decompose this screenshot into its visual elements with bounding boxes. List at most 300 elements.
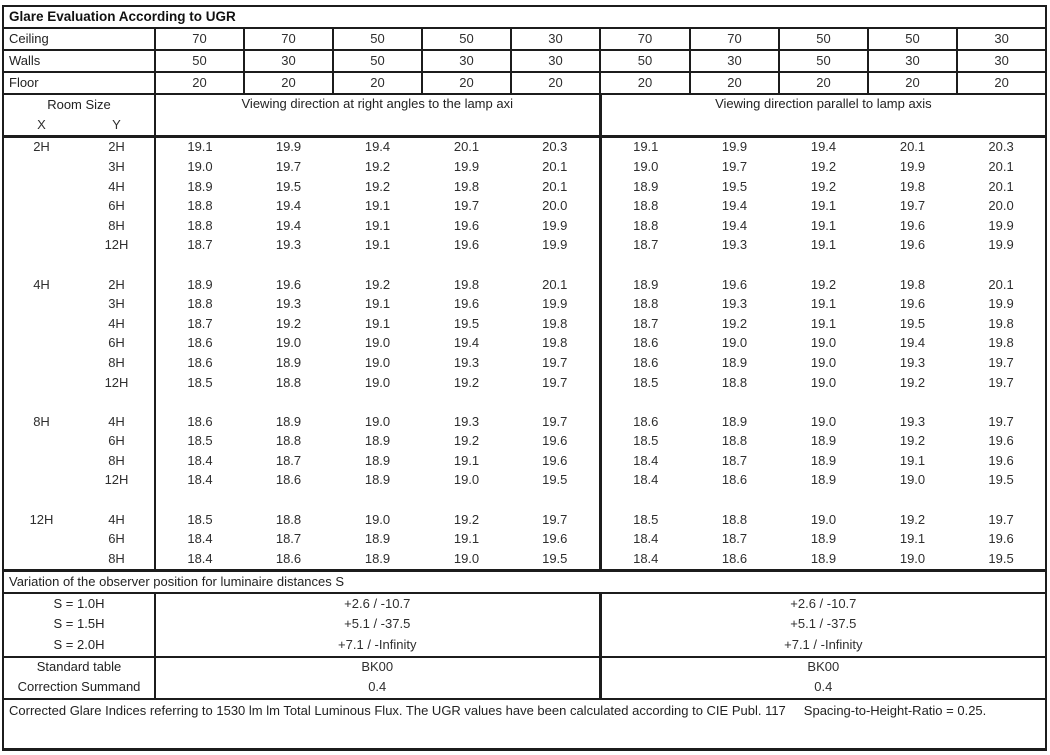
summary-row (3, 678, 1046, 699)
spacer-row (3, 393, 1046, 413)
surface-value-cell: 20 (690, 72, 779, 94)
ugr-value-cell-left: 20.0 (542, 198, 568, 214)
ugr-value-cell-right: 19.7 (988, 374, 1014, 390)
spacer-cell (600, 393, 1046, 413)
ugr-value-cell-right: 19.9 (988, 217, 1014, 233)
title-row (3, 6, 1046, 28)
variation-value-right: +7.1 / -Infinity (600, 635, 1046, 657)
ugr-row (3, 197, 1046, 217)
surface-value-cell: 30 (511, 50, 600, 72)
ugr-value-cell-right: 20.3 (988, 139, 1014, 155)
ugr-row (3, 275, 1046, 295)
ugr-value-cell-right: 19.6 (988, 452, 1014, 468)
room-x-cell: 8H (33, 413, 50, 429)
ugr-value-cell-left: 19.7 (453, 198, 480, 214)
surface-value-cell: 70 (155, 28, 244, 50)
ugr-value-cell-right: 19.1 (810, 217, 837, 233)
ugr-value-cell-left: 18.9 (364, 452, 391, 468)
ugr-value-cell-left: 20.3 (542, 139, 568, 155)
ugr-row (3, 295, 1046, 315)
ugr-value-cell-right: 18.8 (600, 216, 690, 236)
variation-row-label: S = 1.5H (53, 616, 105, 632)
ugr-value-cell-left: 19.4 (275, 217, 302, 233)
room-x-cell (3, 216, 79, 236)
room-y-cell: 8H (108, 452, 125, 468)
room-x-cell: 12H (29, 511, 54, 527)
ugr-value-cell-right: 18.4 (600, 530, 690, 550)
ugr-value-cell-right: 18.9 (810, 531, 837, 547)
ugr-value-cell-right: 18.9 (600, 177, 690, 197)
ugr-value-cell-right: 19.9 (721, 139, 748, 155)
ugr-value-cell-right: 19.0 (810, 335, 837, 351)
variation-heading-section (3, 571, 1046, 594)
ugr-value-cell-left: 19.8 (542, 315, 568, 331)
variation-row-label: S = 2.0H (3, 635, 155, 657)
ugr-value-cell-right: 19.7 (988, 511, 1014, 527)
surface-value-cell: 20 (868, 72, 957, 94)
summary-row (3, 657, 1046, 678)
ugr-row (3, 137, 1046, 158)
room-y-cell: 6H (108, 433, 125, 449)
ugr-value-cell-right: 19.6 (899, 237, 926, 253)
ugr-value-cell-left: 18.6 (155, 334, 244, 354)
ugr-value-cell-right: 18.6 (600, 334, 690, 354)
room-x-cell (3, 432, 79, 452)
ugr-value-cell-left: 19.9 (542, 237, 568, 253)
ugr-value-cell-left: 19.6 (453, 237, 480, 253)
room-x-cell: 2H (33, 139, 50, 155)
ugr-value-cell-left: 19.6 (453, 217, 480, 233)
ugr-value-cell-right: 19.0 (899, 550, 926, 566)
surface-row-label: Walls (3, 50, 155, 72)
variation-value-left: +2.6 / -10.7 (155, 593, 600, 615)
ugr-value-cell-left: 18.7 (155, 314, 244, 334)
ugr-value-cell-left: 19.1 (364, 217, 391, 233)
variation-value-left: +5.1 / -37.5 (155, 615, 600, 636)
surface-value-cell: 20 (422, 72, 511, 94)
ugr-value-cell-right: 19.4 (899, 335, 926, 351)
ugr-value-cell-left: 19.0 (364, 413, 391, 429)
room-y-cell: 2H (108, 139, 125, 155)
ugr-value-cell-right: 19.3 (899, 354, 926, 370)
footer-note-text: Corrected Glare Indices referring to 1530 lm lm Total Luminous Flux. The UGR values have been calculated according to CIE Publ. 117 (9, 702, 786, 718)
room-x-cell (3, 158, 79, 178)
observer-variation-section (3, 593, 1046, 657)
ugr-value-cell-right: 19.9 (988, 237, 1014, 253)
spacer-row (3, 491, 1046, 511)
variation-row (3, 593, 1046, 615)
surface-value-cell: 30 (957, 28, 1046, 50)
room-y-cell: 12H (104, 374, 129, 390)
ugr-value-cell-left: 19.4 (453, 335, 480, 351)
ugr-value-cell-left: 19.3 (275, 237, 302, 253)
ugr-value-cell-left: 19.2 (275, 315, 302, 331)
ugr-value-cell-right: 19.1 (899, 531, 926, 547)
room-x-cell (3, 549, 79, 570)
ugr-value-cell-right: 19.0 (810, 374, 837, 390)
ugr-value-cell-left: 18.9 (364, 550, 391, 566)
ugr-value-cell-left: 18.6 (155, 354, 244, 374)
room-y-cell: 4H (108, 511, 125, 527)
ugr-value-cell-right: 19.5 (988, 550, 1014, 566)
ugr-value-cell-left: 18.7 (275, 452, 302, 468)
room-y-cell: 12H (104, 472, 129, 488)
ugr-value-cell-left: 18.8 (155, 295, 244, 315)
ugr-value-cell-right: 18.7 (600, 236, 690, 256)
ugr-value-cell-left: 19.7 (542, 374, 568, 390)
ugr-value-cell-right: 19.0 (810, 413, 837, 429)
ugr-value-cell-right: 19.1 (600, 137, 690, 158)
ugr-value-cell-right: 19.0 (899, 472, 926, 488)
ugr-value-cell-right: 19.0 (600, 158, 690, 178)
ugr-row (3, 412, 1046, 432)
ugr-value-cell-left: 20.1 (453, 139, 480, 155)
surface-value-cell: 50 (155, 50, 244, 72)
surface-value-cell: 20 (333, 72, 422, 94)
room-x-cell (3, 373, 79, 393)
ugr-value-cell-left: 18.7 (155, 236, 244, 256)
ugr-value-cell-right: 18.8 (721, 374, 748, 390)
ugr-value-cell-right: 18.9 (721, 354, 748, 370)
ugr-value-cell-left: 18.4 (155, 530, 244, 550)
room-x-cell: 4H (33, 276, 50, 292)
ugr-value-cell-left: 18.8 (275, 433, 302, 449)
ugr-value-cell-left: 18.8 (275, 511, 302, 527)
ugr-value-cell-right: 19.0 (810, 511, 837, 527)
ugr-value-cell-right: 19.6 (899, 296, 926, 312)
ugr-value-cell-left: 19.2 (364, 158, 391, 174)
surface-value-cell: 50 (333, 50, 422, 72)
ugr-values-section (3, 137, 1046, 571)
summary-value-right: BK00 (600, 657, 1046, 678)
ugr-value-cell-right: 19.6 (721, 276, 748, 292)
ugr-row (3, 432, 1046, 452)
spacer-row (3, 256, 1046, 276)
ugr-value-cell-right: 19.6 (988, 433, 1014, 449)
ugr-value-cell-left: 19.0 (364, 354, 391, 370)
footer-row (3, 699, 1046, 750)
ugr-value-cell-left: 19.1 (364, 237, 391, 253)
x-axis-label: X (3, 115, 79, 137)
ugr-value-cell-left: 18.8 (275, 374, 302, 390)
spacer-cell (3, 393, 155, 413)
ugr-value-cell-left: 18.8 (155, 216, 244, 236)
surface-value-cell: 20 (957, 72, 1046, 94)
ugr-value-cell-left: 19.8 (542, 335, 568, 351)
ugr-value-cell-left: 19.5 (542, 550, 568, 566)
ugr-value-cell-right: 19.5 (721, 178, 748, 194)
ugr-value-cell-left: 19.9 (542, 217, 568, 233)
ugr-value-cell-right: 18.5 (600, 373, 690, 393)
ugr-value-cell-left: 20.1 (542, 276, 568, 292)
spacer-cell (3, 256, 155, 276)
surface-value-cell: 50 (868, 28, 957, 50)
column-header-section (3, 94, 1046, 137)
room-y-cell: 8H (108, 550, 125, 566)
variation-heading: Variation of the observer position for luminaire distances S (3, 571, 1046, 594)
ugr-value-cell-left: 19.1 (155, 137, 244, 158)
ugr-value-cell-left: 20.1 (542, 178, 568, 194)
summary-row-label: Correction Summand (3, 678, 155, 699)
ugr-value-cell-left: 18.9 (364, 531, 391, 547)
ugr-row (3, 452, 1046, 472)
summary-value-right: 0.4 (600, 678, 1046, 699)
room-x-cell (3, 530, 79, 550)
surface-value-cell: 50 (333, 28, 422, 50)
ugr-value-cell-right: 19.2 (899, 433, 926, 449)
ugr-value-cell-right: 19.0 (810, 354, 837, 370)
ugr-value-cell-right: 19.7 (721, 158, 748, 174)
ugr-value-cell-right: 18.8 (721, 511, 748, 527)
ugr-value-cell-right: 19.8 (899, 276, 926, 292)
ugr-value-cell-left: 19.0 (453, 472, 480, 488)
ugr-value-cell-right: 19.5 (988, 472, 1014, 488)
ugr-value-cell-left: 18.6 (275, 472, 302, 488)
surface-row-label: Ceiling (3, 28, 155, 50)
ugr-row (3, 530, 1046, 550)
ugr-value-cell-right: 19.1 (810, 315, 837, 331)
footer-ratio-text: Spacing-to-Height-Ratio = 0.25. (803, 702, 987, 718)
summary-value-left: BK00 (155, 657, 600, 678)
ugr-value-cell-right: 19.4 (810, 139, 837, 155)
spacer-cell (600, 256, 1046, 276)
spacer-cell (600, 491, 1046, 511)
ugr-value-cell-left: 18.9 (275, 354, 302, 370)
ugr-value-cell-right: 19.2 (899, 511, 926, 527)
ugr-value-cell-right: 19.7 (988, 413, 1014, 429)
ugr-row (3, 314, 1046, 334)
surface-value-cell: 30 (957, 50, 1046, 72)
room-y-cell: 2H (108, 276, 125, 292)
surface-value-cell: 30 (868, 50, 957, 72)
summary-value-left: 0.4 (155, 678, 600, 699)
ugr-value-cell-left: 19.6 (453, 296, 480, 312)
ugr-value-cell-left: 18.9 (364, 433, 391, 449)
ugr-value-cell-right: 19.1 (810, 198, 837, 214)
room-x-cell (3, 452, 79, 472)
room-x-cell (3, 314, 79, 334)
ugr-value-cell-left: 19.3 (275, 296, 302, 312)
ugr-row (3, 471, 1046, 491)
room-y-cell: 8H (108, 354, 125, 370)
ugr-value-cell-left: 18.5 (155, 510, 244, 530)
ugr-row (3, 373, 1046, 393)
ugr-value-cell-right: 18.5 (600, 432, 690, 452)
ugr-value-cell-right: 18.4 (600, 471, 690, 491)
ugr-row (3, 510, 1046, 530)
ugr-value-cell-left: 19.7 (542, 413, 568, 429)
variation-row (3, 635, 1046, 657)
ugr-value-cell-left: 19.1 (364, 296, 391, 312)
header-row-1 (3, 94, 1046, 115)
surface-value-cell: 70 (600, 28, 690, 50)
ugr-value-cell-right: 19.4 (721, 198, 748, 214)
ugr-value-cell-left: 19.7 (542, 511, 568, 527)
ugr-value-cell-right: 19.4 (721, 217, 748, 233)
ugr-value-cell-right: 19.1 (899, 452, 926, 468)
room-y-cell: 6H (108, 198, 125, 214)
ugr-value-cell-left: 19.9 (453, 158, 480, 174)
ugr-value-cell-right: 19.2 (899, 374, 926, 390)
room-x-cell (3, 354, 79, 374)
spacer-cell (155, 256, 600, 276)
ugr-value-cell-right: 19.3 (721, 296, 748, 312)
ugr-value-cell-right: 19.7 (899, 198, 926, 214)
room-y-cell: 3H (108, 158, 125, 174)
room-x-cell (3, 177, 79, 197)
ugr-value-cell-right: 19.5 (899, 315, 926, 331)
ugr-value-cell-left: 19.5 (542, 472, 568, 488)
surface-value-cell: 20 (511, 72, 600, 94)
surface-value-cell: 20 (779, 72, 868, 94)
ugr-value-cell-left: 19.2 (453, 433, 480, 449)
ugr-value-cell-left: 19.4 (275, 198, 302, 214)
ugr-value-cell-left: 18.9 (155, 275, 244, 295)
spacer-cell (155, 393, 600, 413)
ugr-value-cell-right: 19.8 (988, 335, 1014, 351)
ugr-value-cell-left: 19.4 (364, 139, 391, 155)
ugr-value-cell-left: 18.4 (155, 452, 244, 472)
ugr-value-cell-left: 19.6 (542, 433, 568, 449)
ugr-value-cell-left: 18.6 (155, 412, 244, 432)
ugr-value-cell-left: 19.2 (453, 374, 480, 390)
surface-value-cell: 30 (511, 28, 600, 50)
ugr-value-cell-right: 18.6 (721, 550, 748, 566)
ugr-value-cell-left: 20.1 (542, 158, 568, 174)
ugr-value-cell-right: 19.7 (988, 354, 1014, 370)
ugr-value-cell-left: 19.3 (453, 354, 480, 370)
footer-section (3, 699, 1046, 750)
ugr-value-cell-right: 18.6 (600, 412, 690, 432)
summary-section (3, 657, 1046, 699)
ugr-row (3, 334, 1046, 354)
ugr-value-cell-left: 19.6 (542, 531, 568, 547)
ugr-value-cell-left: 18.8 (155, 197, 244, 217)
ugr-value-cell-left: 19.3 (453, 413, 480, 429)
ugr-value-cell-left: 19.7 (275, 158, 302, 174)
ugr-value-cell-left: 19.1 (364, 315, 391, 331)
spacer-cell (155, 491, 600, 511)
ugr-value-cell-right: 19.3 (721, 237, 748, 253)
ugr-value-cell-left: 19.2 (364, 276, 391, 292)
ugr-value-cell-right: 18.9 (810, 472, 837, 488)
ugr-value-cell-left: 19.0 (155, 158, 244, 178)
ugr-value-cell-left: 19.1 (453, 531, 480, 547)
right-direction-header: Viewing direction parallel to lamp axis (600, 94, 1046, 137)
ugr-value-cell-right: 19.2 (721, 315, 748, 331)
surface-value-cell: 20 (244, 72, 333, 94)
variation-row-label: S = 1.0H (53, 595, 105, 611)
ugr-value-cell-left: 18.9 (155, 177, 244, 197)
ugr-value-cell-left: 19.1 (453, 452, 480, 468)
surface-value-cell: 70 (244, 28, 333, 50)
ugr-value-cell-left: 19.0 (364, 511, 391, 527)
ugr-value-cell-left: 19.6 (542, 452, 568, 468)
ugr-value-cell-left: 19.2 (453, 511, 480, 527)
surface-value-cell: 30 (422, 50, 511, 72)
ugr-value-cell-left: 19.9 (275, 139, 302, 155)
ugr-value-cell-right: 19.2 (810, 158, 837, 174)
ugr-value-cell-right: 19.9 (899, 158, 926, 174)
ugr-value-cell-right: 18.6 (600, 354, 690, 374)
ugr-value-cell-right: 18.4 (600, 549, 690, 570)
variation-value-right: +5.1 / -37.5 (600, 615, 1046, 636)
ugr-value-cell-right: 18.8 (600, 197, 690, 217)
ugr-value-cell-right: 19.8 (988, 315, 1014, 331)
ugr-value-cell-left: 19.5 (453, 315, 480, 331)
variation-row (3, 615, 1046, 636)
room-y-cell: 8H (108, 217, 125, 233)
ugr-value-cell-left: 19.0 (364, 335, 391, 351)
left-direction-header: Viewing direction at right angles to the lamp axi (155, 94, 600, 137)
ugr-value-cell-right: 18.9 (600, 275, 690, 295)
room-y-cell: 4H (108, 315, 125, 331)
ugr-value-cell-left: 19.9 (542, 296, 568, 312)
ugr-value-cell-right: 18.8 (721, 433, 748, 449)
surface-row (3, 50, 1046, 72)
footer-note (3, 699, 1046, 750)
ugr-value-cell-right: 18.9 (810, 433, 837, 449)
ugr-value-cell-right: 19.2 (810, 178, 837, 194)
room-x-cell (3, 334, 79, 354)
spacer-cell (3, 491, 155, 511)
ugr-value-cell-left: 19.5 (275, 178, 302, 194)
variation-heading-row (3, 571, 1046, 594)
room-x-cell (3, 295, 79, 315)
ugr-value-cell-right: 18.9 (721, 413, 748, 429)
ugr-value-cell-right: 19.1 (810, 237, 837, 253)
room-x-cell (3, 197, 79, 217)
ugr-value-cell-right: 19.0 (721, 335, 748, 351)
ugr-value-cell-right: 19.6 (988, 531, 1014, 547)
room-x-cell (3, 471, 79, 491)
ugr-row (3, 236, 1046, 256)
ugr-value-cell-right: 20.1 (988, 178, 1014, 194)
ugr-row (3, 549, 1046, 570)
ugr-value-cell-left: 19.0 (275, 335, 302, 351)
ugr-value-cell-right: 20.0 (988, 198, 1014, 214)
ugr-value-cell-left: 18.4 (155, 471, 244, 491)
surface-value-cell: 70 (690, 28, 779, 50)
variation-value-right: +2.6 / -10.7 (600, 593, 1046, 615)
ugr-value-cell-left: 19.8 (453, 178, 480, 194)
surface-value-cell: 50 (600, 50, 690, 72)
ugr-value-cell-left: 18.7 (275, 531, 302, 547)
room-size-label: Room Size (47, 96, 111, 112)
ugr-value-cell-left: 18.9 (364, 472, 391, 488)
ugr-value-cell-left: 18.6 (275, 550, 302, 566)
surface-value-cell: 20 (600, 72, 690, 94)
ugr-value-cell-left: 18.5 (155, 432, 244, 452)
ugr-value-cell-right: 18.7 (721, 452, 748, 468)
summary-row-label: Standard table (36, 659, 122, 675)
surface-value-cell: 50 (779, 50, 868, 72)
ugr-value-cell-right: 18.9 (810, 550, 837, 566)
ugr-value-cell-left: 19.0 (364, 374, 391, 390)
y-axis-label: Y (79, 115, 155, 137)
ugr-value-cell-right: 18.8 (600, 295, 690, 315)
ugr-value-cell-right: 19.1 (810, 296, 837, 312)
ugr-value-cell-right: 19.6 (899, 217, 926, 233)
room-y-cell: 4H (108, 413, 125, 429)
ugr-value-cell-right: 18.7 (721, 531, 748, 547)
room-y-cell: 4H (108, 178, 125, 194)
ugr-value-cell-left: 19.1 (364, 198, 391, 214)
room-y-cell: 3H (108, 296, 125, 312)
surface-reflectance-section (3, 28, 1046, 94)
page-title: Glare Evaluation According to UGR (3, 6, 1046, 28)
ugr-value-cell-left: 19.2 (364, 178, 391, 194)
